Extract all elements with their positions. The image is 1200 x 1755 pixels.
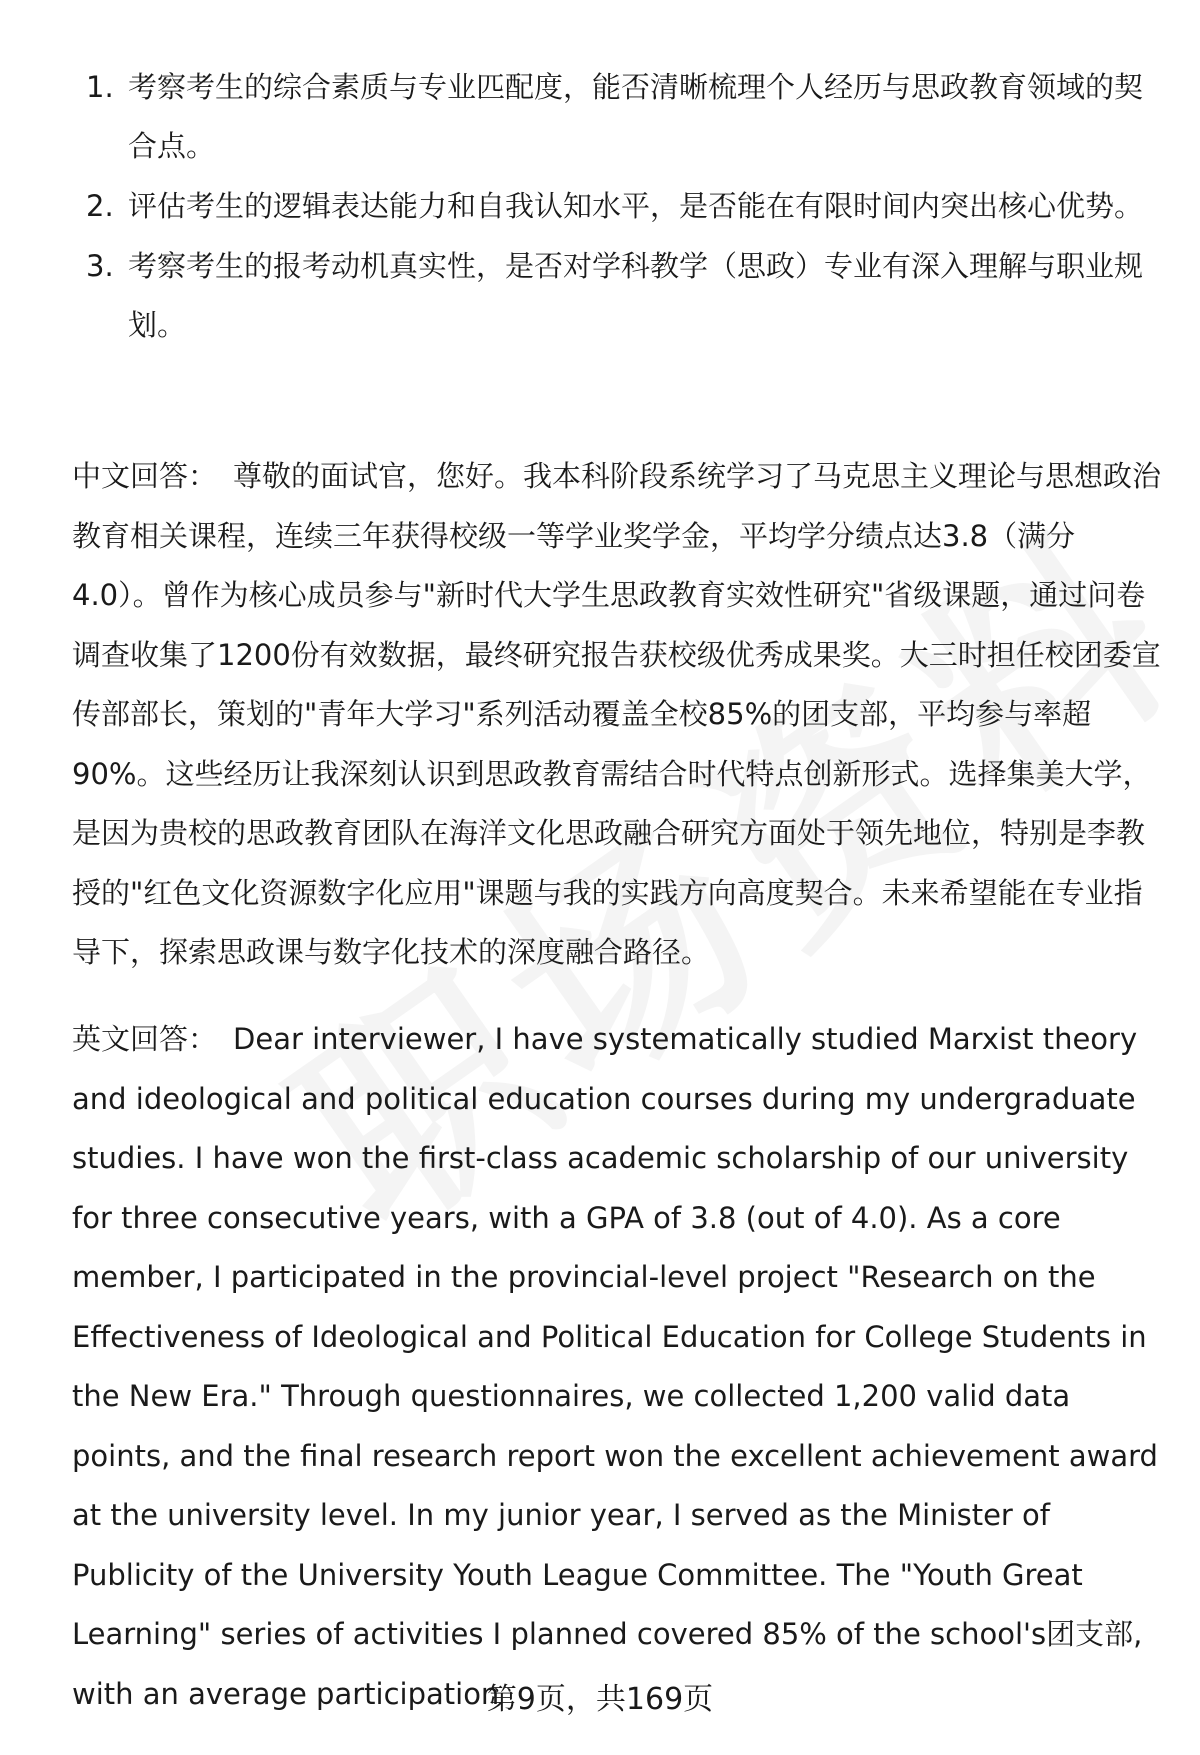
- page-footer: [0, 1680, 1200, 1720]
- english-answer-text: Dear interviewer, I have systematically studied Marxist theory and ideological and political education courses during my undergraduate studies. I have won the first-class academic scholarship of our university for three consecutive years, with a GPA of 3.8 (out of 4.0). As a core member, I participated in the provincial-level project "Research on the Effectiveness of Ideological and Political Education for College Students in the New Era." Through questionnaires, we collected 1,200 valid data points, and the final research report won the excellent achievement award at the university level. In my junior year, I served as the Minister of Publicity of the University Youth League Committee. The "Youth Great Learning" series of activities I planned covered 85% of the school's团支部, with an average participation: [72, 1022, 1158, 1711]
- chinese-answer-label: 中文回答：: [72, 459, 218, 493]
- criteria-text: 评估考生的逻辑表达能力和自我认知水平，是否能在有限时间内突出核心优势。: [128, 189, 1144, 223]
- page-number: 第9页，共169页: [486, 1682, 714, 1717]
- criteria-number: 3.: [86, 249, 114, 283]
- criteria-text: 考察考生的报考动机真实性，是否对学科教学（思政）专业有深入理解与职业规划。: [128, 249, 1144, 342]
- english-answer-paragraph: [72, 1010, 1162, 1724]
- evaluation-criteria-list: [72, 58, 1152, 356]
- criteria-number: 2.: [86, 189, 114, 223]
- criteria-number: 1.: [86, 70, 114, 104]
- chinese-answer-paragraph: [72, 447, 1162, 983]
- criteria-item: [72, 58, 1152, 176]
- criteria-item: [72, 177, 1152, 236]
- criteria-item: [72, 237, 1152, 355]
- criteria-text: 考察考生的综合素质与专业匹配度，能否清晰梳理个人经历与思政教育领域的契合点。: [128, 70, 1144, 163]
- chinese-answer-text: 尊敬的面试官，您好。我本科阶段系统学习了马克思主义理论与思想政治教育相关课程，连续三年获得校级一等学业奖学金，平均学分绩点达3.8（满分4.0）。曾作为核心成员参与"新时代大学生思政教育实效性研究"省级课题，通过问卷调查收集了1200份有效数据，最终研究报告获校级优秀成果奖。大三时担任校团委宣传部部长，策划的"青年大学习"系列活动覆盖全校85%的团支部，平均参与率超90%。这些经历让我深刻认识到思政教育需结合时代特点创新形式。选择集美大学，是因为贵校的思政教育团队在海洋文化思政融合研究方面处于领先地位，特别是李教授的"红色文化资源数字化应用"课题与我的实践方向高度契合。未来希望能在专业指导下，探索思政课与数字化技术的深度融合路径。: [72, 459, 1162, 969]
- english-answer-label: 英文回答：: [72, 1022, 218, 1056]
